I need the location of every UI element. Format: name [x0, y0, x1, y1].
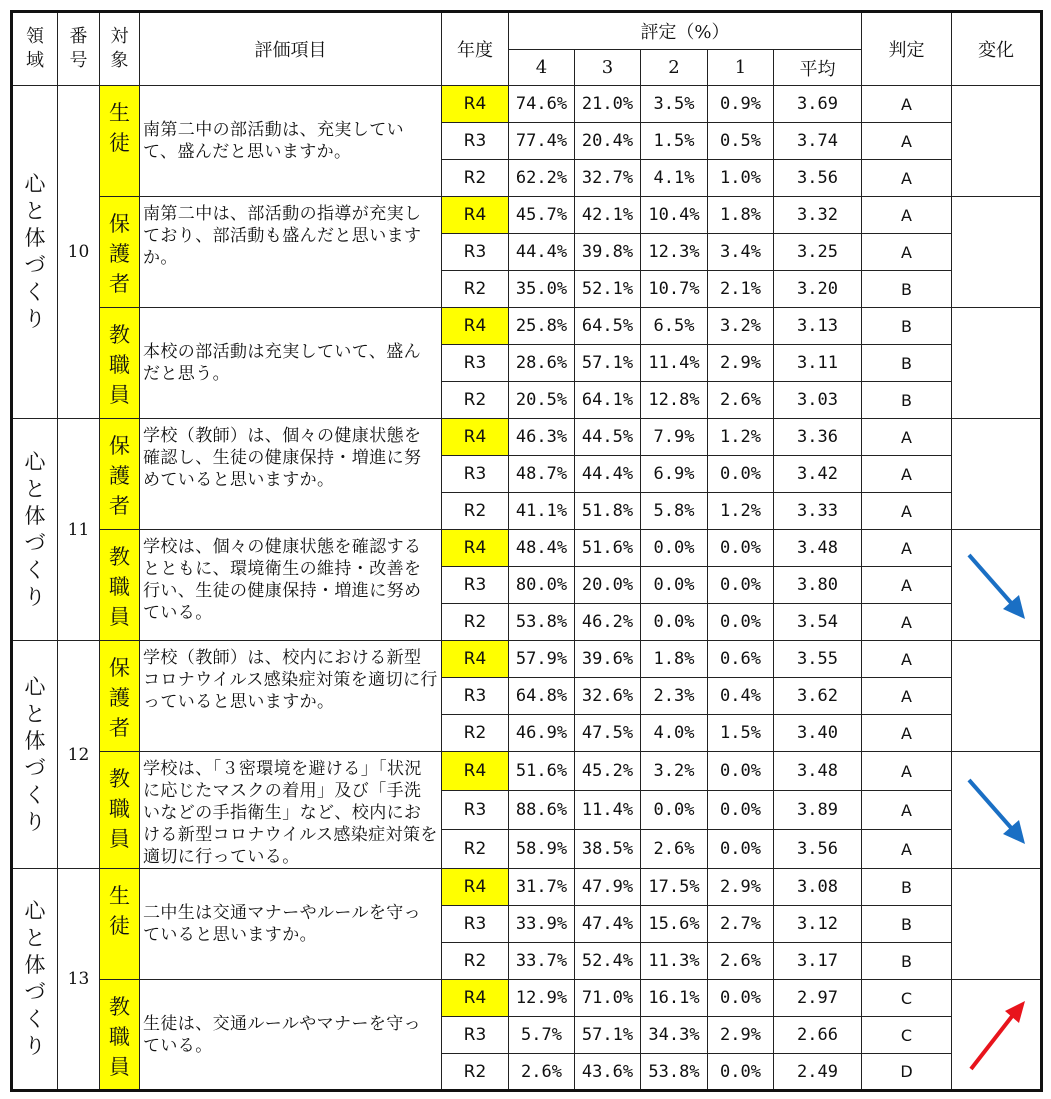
table-row	[12, 641, 1042, 678]
value-v4: 2.6%	[509, 1054, 575, 1091]
value-avg: 3.80	[774, 567, 862, 604]
value-v1: 2.7%	[708, 906, 774, 943]
target-cell	[100, 980, 140, 1091]
year-cell: R3	[442, 234, 509, 271]
value-v1: 0.0%	[708, 1054, 774, 1091]
year-cell: R3	[442, 791, 509, 830]
arrow-up-right-icon	[961, 995, 1031, 1075]
value-v2: 0.0%	[641, 791, 708, 830]
value-v1: 0.0%	[708, 752, 774, 791]
arrow-shaft	[969, 780, 1013, 830]
value-v1: 0.4%	[708, 678, 774, 715]
value-v2: 15.6%	[641, 906, 708, 943]
value-v4: 53.8%	[509, 604, 575, 641]
change-cell	[952, 869, 1042, 980]
value-v2: 11.3%	[641, 943, 708, 980]
value-v4: 46.9%	[509, 715, 575, 752]
target-label: 保護者	[109, 212, 130, 296]
value-v4: 74.6%	[509, 86, 575, 123]
value-v4: 64.8%	[509, 678, 575, 715]
arrow-down-right-icon	[961, 770, 1031, 850]
judgment-grade: B	[862, 382, 952, 419]
year-cell: R3	[442, 567, 509, 604]
table-row	[12, 197, 1042, 234]
value-v3: 20.4%	[575, 123, 641, 160]
value-v3: 64.1%	[575, 382, 641, 419]
value-v2: 10.7%	[641, 271, 708, 308]
value-v2: 34.3%	[641, 1017, 708, 1054]
header-judgment: 判定	[862, 12, 952, 86]
value-avg: 3.17	[774, 943, 862, 980]
value-v4: 33.7%	[509, 943, 575, 980]
header-change: 変化	[952, 12, 1042, 86]
judgment-grade: A	[862, 197, 952, 234]
judgment-grade: A	[862, 456, 952, 493]
judgment-grade: C	[862, 980, 952, 1017]
value-v1: 0.5%	[708, 123, 774, 160]
value-v2: 1.8%	[641, 641, 708, 678]
value-v2: 7.9%	[641, 419, 708, 456]
value-v2: 17.5%	[641, 869, 708, 906]
year-cell: R2	[442, 160, 509, 197]
header-area	[12, 12, 58, 86]
value-avg: 3.62	[774, 678, 862, 715]
value-avg: 3.25	[774, 234, 862, 271]
value-v2: 0.0%	[641, 530, 708, 567]
header-score-2: 2	[641, 50, 708, 86]
table-row	[12, 752, 1042, 791]
target-label: 保護者	[109, 434, 130, 518]
value-v3: 47.9%	[575, 869, 641, 906]
target-label: 保護者	[109, 656, 130, 740]
judgment-grade: A	[862, 493, 952, 530]
value-v4: 48.7%	[509, 456, 575, 493]
value-v2: 1.5%	[641, 123, 708, 160]
value-v3: 46.2%	[575, 604, 641, 641]
value-v2: 0.0%	[641, 567, 708, 604]
judgment-grade: B	[862, 943, 952, 980]
judgment-grade: A	[862, 641, 952, 678]
year-cell: R2	[442, 493, 509, 530]
value-v4: 45.7%	[509, 197, 575, 234]
year-cell: R3	[442, 456, 509, 493]
target-cell	[100, 197, 140, 308]
value-v2: 2.3%	[641, 678, 708, 715]
value-v1: 2.6%	[708, 943, 774, 980]
value-v1: 2.9%	[708, 1017, 774, 1054]
value-v2: 6.9%	[641, 456, 708, 493]
value-v3: 52.4%	[575, 943, 641, 980]
year-cell: R3	[442, 345, 509, 382]
change-cell	[952, 86, 1042, 197]
year-cell: R4	[442, 308, 509, 345]
value-v4: 44.4%	[509, 234, 575, 271]
value-v3: 47.4%	[575, 906, 641, 943]
target-cell	[100, 641, 140, 752]
year-cell: R3	[442, 123, 509, 160]
value-avg: 3.36	[774, 419, 862, 456]
value-avg: 3.54	[774, 604, 862, 641]
header-item: 評価項目	[140, 12, 442, 86]
value-v4: 58.9%	[509, 830, 575, 869]
value-v2: 0.0%	[641, 604, 708, 641]
judgment-grade: A	[862, 752, 952, 791]
question-text: 学校は、「３密環境を避ける」「状況に応じたマスクの着用」及び「手洗いなどの手指衛生」など、校内における新型コロナウイルス感染症対策を適切に行っている。	[140, 752, 442, 869]
change-cell	[952, 530, 1042, 641]
header-score-3: 3	[575, 50, 641, 86]
table-row	[12, 980, 1042, 1017]
value-v1: 0.0%	[708, 604, 774, 641]
arrow-down-right-icon	[961, 545, 1031, 625]
value-v2: 4.0%	[641, 715, 708, 752]
value-v2: 6.5%	[641, 308, 708, 345]
judgment-grade: A	[862, 160, 952, 197]
value-v4: 51.6%	[509, 752, 575, 791]
value-v1: 2.9%	[708, 345, 774, 382]
value-v3: 47.5%	[575, 715, 641, 752]
target-cell	[100, 86, 140, 197]
target-cell	[100, 308, 140, 419]
target-label: 教職員	[109, 323, 130, 407]
header-target-label: 対象	[110, 26, 129, 71]
value-v1: 0.6%	[708, 641, 774, 678]
value-v1: 3.2%	[708, 308, 774, 345]
year-cell: R4	[442, 86, 509, 123]
value-v4: 12.9%	[509, 980, 575, 1017]
value-v4: 80.0%	[509, 567, 575, 604]
header-year: 年度	[442, 12, 509, 86]
value-v1: 0.0%	[708, 530, 774, 567]
value-v3: 44.4%	[575, 456, 641, 493]
target-label: 教職員	[109, 767, 130, 851]
year-cell: R4	[442, 980, 509, 1017]
item-number: 12	[58, 641, 100, 869]
header-score-1: 1	[708, 50, 774, 86]
question-text: 学校（教師）は、校内における新型コロナウイルス感染症対策を適切に行っていると思いますか。	[140, 641, 442, 752]
value-avg: 3.12	[774, 906, 862, 943]
value-avg: 2.66	[774, 1017, 862, 1054]
header-rating: 評定（%）	[509, 12, 862, 50]
value-v1: 0.0%	[708, 980, 774, 1017]
target-label: 生徒	[109, 101, 130, 155]
value-v3: 52.1%	[575, 271, 641, 308]
value-v2: 16.1%	[641, 980, 708, 1017]
value-avg: 3.74	[774, 123, 862, 160]
header-score-4: 4	[509, 50, 575, 86]
value-v2: 12.3%	[641, 234, 708, 271]
value-avg: 3.20	[774, 271, 862, 308]
target-label: 教職員	[109, 995, 130, 1079]
change-cell	[952, 641, 1042, 752]
value-v1: 0.0%	[708, 456, 774, 493]
value-avg: 3.56	[774, 830, 862, 869]
value-v1: 0.0%	[708, 567, 774, 604]
change-cell	[952, 419, 1042, 530]
judgment-grade: C	[862, 1017, 952, 1054]
change-cell	[952, 752, 1042, 869]
value-v1: 2.9%	[708, 869, 774, 906]
question-text: 本校の部活動は充実していて、盛んだと思う。	[140, 308, 442, 419]
target-label: 教職員	[109, 545, 130, 629]
question-text: 二中生は交通マナーやルールを守っていると思いますか。	[140, 869, 442, 980]
value-v1: 0.0%	[708, 830, 774, 869]
question-text: 学校は、個々の健康状態を確認するとともに、環境衛生の維持・改善を行い、生徒の健康保持・増進に努めている。	[140, 530, 442, 641]
value-avg: 2.97	[774, 980, 862, 1017]
question-text: 南第二中の部活動は、充実していて、盛んだと思いますか。	[140, 86, 442, 197]
value-v4: 31.7%	[509, 869, 575, 906]
table-row	[12, 419, 1042, 456]
value-v3: 71.0%	[575, 980, 641, 1017]
judgment-grade: B	[862, 308, 952, 345]
year-cell: R2	[442, 271, 509, 308]
area-label: 心と体づくり	[24, 899, 46, 1058]
value-v2: 3.2%	[641, 752, 708, 791]
judgment-grade: B	[862, 906, 952, 943]
value-v2: 53.8%	[641, 1054, 708, 1091]
value-avg: 3.42	[774, 456, 862, 493]
header-area-label: 領域	[26, 26, 44, 71]
value-v3: 11.4%	[575, 791, 641, 830]
value-v4: 62.2%	[509, 160, 575, 197]
area-cell	[12, 419, 58, 641]
year-cell: R4	[442, 530, 509, 567]
target-cell	[100, 530, 140, 641]
value-v3: 57.1%	[575, 345, 641, 382]
value-v2: 5.8%	[641, 493, 708, 530]
value-avg: 3.40	[774, 715, 862, 752]
item-number: 10	[58, 86, 100, 419]
judgment-grade: B	[862, 345, 952, 382]
value-avg: 3.55	[774, 641, 862, 678]
year-cell: R2	[442, 715, 509, 752]
value-v1: 2.1%	[708, 271, 774, 308]
judgment-grade: A	[862, 791, 952, 830]
value-v3: 20.0%	[575, 567, 641, 604]
value-v4: 20.5%	[509, 382, 575, 419]
change-cell	[952, 980, 1042, 1091]
target-cell	[100, 869, 140, 980]
value-v4: 46.3%	[509, 419, 575, 456]
year-cell: R4	[442, 419, 509, 456]
value-avg: 3.89	[774, 791, 862, 830]
value-v2: 12.8%	[641, 382, 708, 419]
evaluation-table	[10, 10, 1043, 1092]
value-v3: 43.6%	[575, 1054, 641, 1091]
year-cell: R2	[442, 1054, 509, 1091]
value-avg: 3.48	[774, 752, 862, 791]
judgment-grade: A	[862, 715, 952, 752]
value-v1: 1.2%	[708, 419, 774, 456]
value-avg: 2.49	[774, 1054, 862, 1091]
value-v1: 1.8%	[708, 197, 774, 234]
question-text: 生徒は、交通ルールやマナーを守っている。	[140, 980, 442, 1091]
value-v3: 39.8%	[575, 234, 641, 271]
year-cell: R2	[442, 943, 509, 980]
value-v3: 38.5%	[575, 830, 641, 869]
judgment-grade: A	[862, 678, 952, 715]
change-cell	[952, 308, 1042, 419]
year-cell: R2	[442, 830, 509, 869]
value-v4: 41.1%	[509, 493, 575, 530]
value-v3: 44.5%	[575, 419, 641, 456]
value-v2: 2.6%	[641, 830, 708, 869]
judgment-grade: A	[862, 234, 952, 271]
header-average: 平均	[774, 50, 862, 86]
judgment-grade: A	[862, 419, 952, 456]
year-cell: R4	[442, 869, 509, 906]
value-avg: 3.33	[774, 493, 862, 530]
value-v4: 77.4%	[509, 123, 575, 160]
value-v4: 35.0%	[509, 271, 575, 308]
item-number: 13	[58, 869, 100, 1091]
area-cell	[12, 641, 58, 869]
value-v2: 3.5%	[641, 86, 708, 123]
value-avg: 3.69	[774, 86, 862, 123]
area-label: 心と体づくり	[24, 674, 46, 834]
value-v4: 57.9%	[509, 641, 575, 678]
value-v2: 4.1%	[641, 160, 708, 197]
judgment-grade: A	[862, 604, 952, 641]
judgment-grade: D	[862, 1054, 952, 1091]
table-row	[12, 308, 1042, 345]
value-avg: 3.32	[774, 197, 862, 234]
value-v4: 28.6%	[509, 345, 575, 382]
value-v4: 88.6%	[509, 791, 575, 830]
judgment-grade: A	[862, 86, 952, 123]
header-number	[58, 12, 100, 86]
year-cell: R3	[442, 1017, 509, 1054]
value-v3: 42.1%	[575, 197, 641, 234]
value-avg: 3.08	[774, 869, 862, 906]
year-cell: R2	[442, 382, 509, 419]
value-v1: 1.2%	[708, 493, 774, 530]
value-v1: 3.4%	[708, 234, 774, 271]
value-avg: 3.13	[774, 308, 862, 345]
value-v4: 48.4%	[509, 530, 575, 567]
value-v3: 32.6%	[575, 678, 641, 715]
table-row	[12, 530, 1042, 567]
judgment-grade: B	[862, 271, 952, 308]
year-cell: R4	[442, 641, 509, 678]
change-cell	[952, 197, 1042, 308]
value-v3: 32.7%	[575, 160, 641, 197]
value-avg: 3.03	[774, 382, 862, 419]
value-v3: 45.2%	[575, 752, 641, 791]
value-v3: 39.6%	[575, 641, 641, 678]
value-v2: 11.4%	[641, 345, 708, 382]
judgment-grade: A	[862, 830, 952, 869]
value-v3: 57.1%	[575, 1017, 641, 1054]
question-text: 南第二中は、部活動の指導が充実しており、部活動も盛んだと思いますか。	[140, 197, 442, 308]
value-v4: 25.8%	[509, 308, 575, 345]
area-label: 心と体づくり	[24, 449, 46, 609]
value-v3: 51.8%	[575, 493, 641, 530]
value-v4: 5.7%	[509, 1017, 575, 1054]
value-v3: 51.6%	[575, 530, 641, 567]
value-avg: 3.11	[774, 345, 862, 382]
value-avg: 3.56	[774, 160, 862, 197]
table-row	[12, 86, 1042, 123]
value-v1: 0.9%	[708, 86, 774, 123]
target-label: 生徒	[109, 884, 130, 938]
value-v1: 0.0%	[708, 791, 774, 830]
arrow-shaft	[969, 555, 1013, 605]
area-cell	[12, 869, 58, 1091]
judgment-grade: A	[862, 123, 952, 160]
value-v3: 64.5%	[575, 308, 641, 345]
question-text: 学校（教師）は、個々の健康状態を確認し、生徒の健康保持・増進に努めていると思いますか。	[140, 419, 442, 530]
year-cell: R3	[442, 906, 509, 943]
value-v2: 10.4%	[641, 197, 708, 234]
arrow-shaft	[971, 1015, 1013, 1069]
judgment-grade: A	[862, 530, 952, 567]
table-body	[12, 86, 1042, 1091]
target-cell	[100, 752, 140, 869]
judgment-grade: A	[862, 567, 952, 604]
value-avg: 3.48	[774, 530, 862, 567]
year-cell: R3	[442, 678, 509, 715]
value-v4: 33.9%	[509, 906, 575, 943]
year-cell: R4	[442, 197, 509, 234]
area-label: 心と体づくり	[24, 172, 46, 331]
value-v1: 1.0%	[708, 160, 774, 197]
target-cell	[100, 419, 140, 530]
area-cell	[12, 86, 58, 419]
header-number-label: 番号	[69, 26, 88, 71]
judgment-grade: B	[862, 869, 952, 906]
value-v1: 1.5%	[708, 715, 774, 752]
header-target	[100, 12, 140, 86]
year-cell: R4	[442, 752, 509, 791]
table-row	[12, 869, 1042, 906]
value-v3: 21.0%	[575, 86, 641, 123]
value-v1: 2.6%	[708, 382, 774, 419]
item-number: 11	[58, 419, 100, 641]
year-cell: R2	[442, 604, 509, 641]
